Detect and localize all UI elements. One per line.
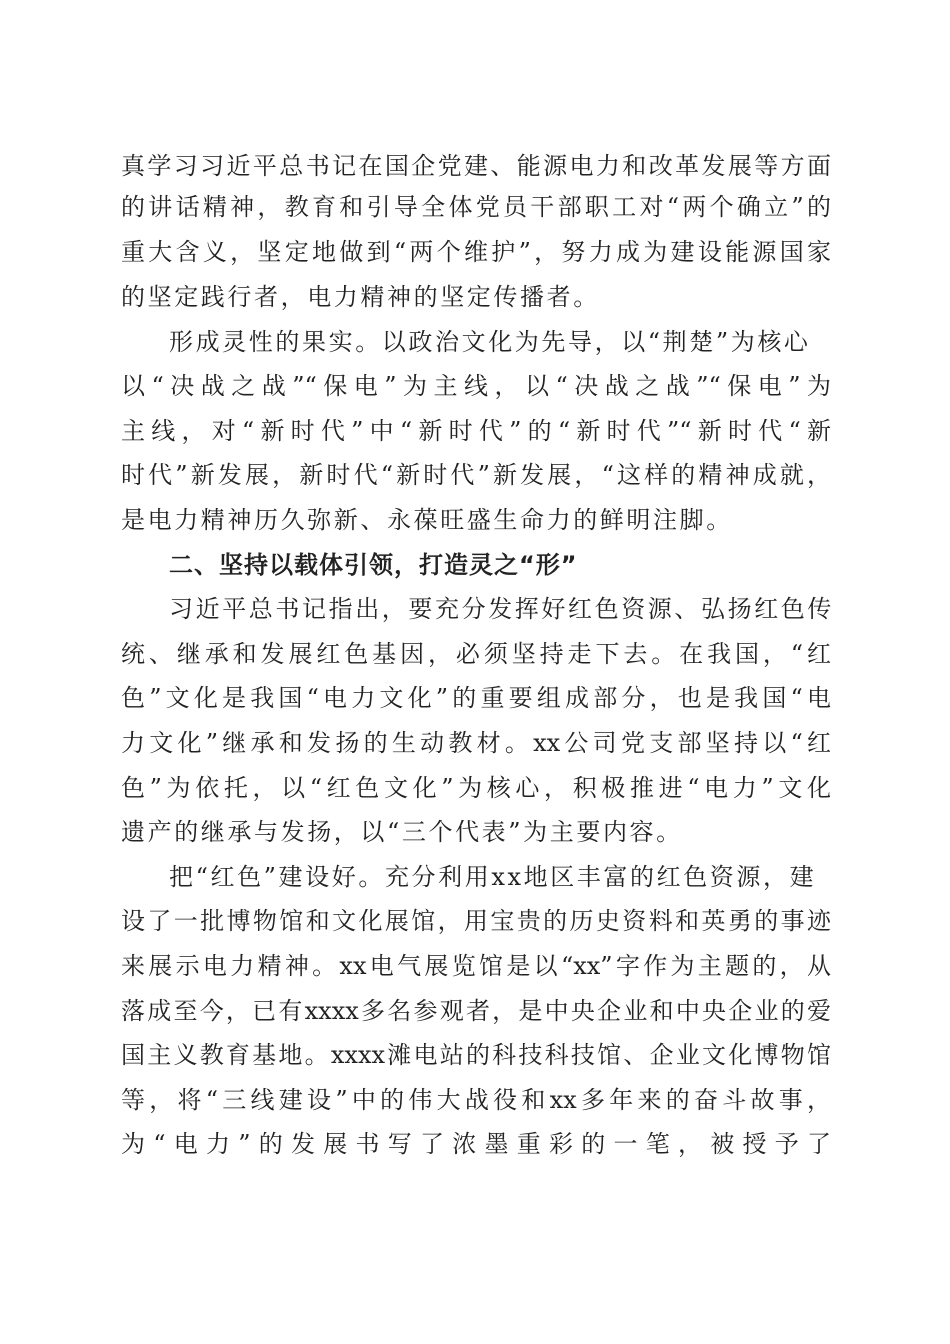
paragraph-line: 主线，对“新时代”中“新时代”的“新时代”“新时代“新 xyxy=(121,417,831,445)
section-heading: 二、坚持以载体引领，打造灵之“形” xyxy=(169,551,578,579)
paragraph-line: 以“决战之战”“保电”为主线，以“决战之战”“保电”为 xyxy=(121,372,831,400)
paragraph-line: 习近平总书记指出，要充分发挥好红色资源、弘扬红色传 xyxy=(169,595,834,623)
paragraph-line: 国主义教育基地。xxxx滩电站的科技科技馆、企业文化博物馆 xyxy=(121,1041,831,1069)
paragraph-line: 遗产的继承与发扬，以“三个代表”为主要内容。 xyxy=(121,818,683,846)
paragraph-line: 形成灵性的果实。以政治文化为先导，以“荆楚”为核心 xyxy=(169,328,811,356)
paragraph-line: 的讲话精神，教育和引导全体党员干部职工对“两个确立”的 xyxy=(121,193,831,221)
paragraph-line: 来展示电力精神。xx电气展览馆是以“xx”字作为主题的，从 xyxy=(121,952,831,980)
paragraph-line: 时代”新发展，新时代“新时代”新发展，“这样的精神成就， xyxy=(121,461,831,489)
paragraph-line: 真学习习近平总书记在国企党建、能源电力和改革发展等方面 xyxy=(121,152,831,180)
paragraph-line: 为“电力”的发展书写了浓墨重彩的一笔，被授予了 xyxy=(121,1130,831,1158)
paragraph-line: 力文化”继承和发扬的生动教材。xx公司党支部坚持以“红 xyxy=(121,729,831,757)
paragraph-line: 的坚定践行者，电力精神的坚定传播者。 xyxy=(121,283,600,311)
paragraph-line: 是电力精神历久弥新、永葆旺盛生命力的鲜明注脚。 xyxy=(121,506,733,534)
paragraph-line: 统、继承和发展红色基因，必须坚持走下去。在我国，“红 xyxy=(121,640,831,668)
paragraph-line: 设了一批博物馆和文化展馆，用宝贵的历史资料和英勇的事迹 xyxy=(121,907,831,935)
paragraph-line: 色”为依托，以“红色文化”为核心，积极推进“电力”文化 xyxy=(121,774,831,802)
paragraph-line: 把“红色”建设好。充分利用xx地区丰富的红色资源，建 xyxy=(169,863,817,891)
paragraph-line: 色”文化是我国“电力文化”的重要组成部分，也是我国“电 xyxy=(121,684,831,712)
paragraph-line: 落成至今，已有xxxx多名参观者，是中央企业和中央企业的爱 xyxy=(121,997,831,1025)
paragraph-line: 重大含义，坚定地做到“两个维护”，努力成为建设能源国家 xyxy=(121,238,831,266)
paragraph-line: 等，将“三线建设”中的伟大战役和xx多年来的奋斗故事， xyxy=(121,1086,831,1114)
